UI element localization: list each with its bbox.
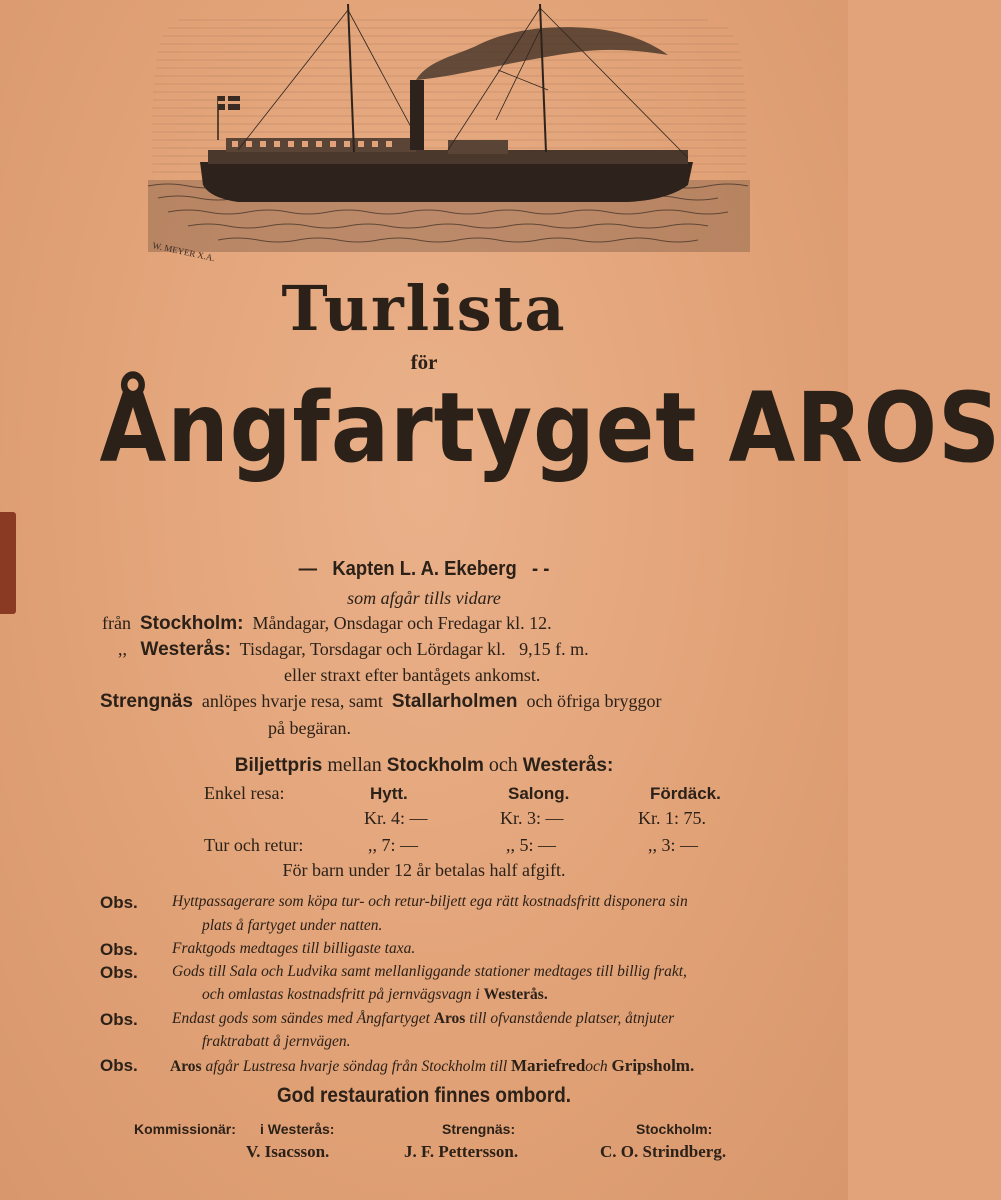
price-column-header: Fördäck. [650, 784, 721, 803]
westeras-days: Tisdagar, Torsdagar och Lördagar kl. [239, 639, 506, 659]
note-text-part: Endast gods som sändes med Ångfartyget [172, 1010, 430, 1027]
from-word: från [102, 613, 131, 633]
captain-dash-right: - - [532, 558, 550, 580]
price-cell: Kr. 3: — [500, 808, 564, 828]
captain-dash-left: — [298, 558, 317, 580]
note-text: Fraktgods medtages till billigaste taxa. [172, 940, 416, 957]
note-text-part: afgår Lustresa hvarje söndag från Stockholm till [205, 1058, 508, 1075]
restaurant-notice: God restauration finnes ombord. [276, 1084, 572, 1107]
price-cell: ,, 5: — [506, 835, 557, 855]
note-ship-name: Aros [170, 1058, 202, 1075]
price-cell: Kr. 1: 75. [638, 808, 707, 828]
commissioner-strengnas-name: J. F. Pettersson. [404, 1142, 519, 1161]
note-text [172, 1010, 674, 1028]
strengnas-line [100, 691, 800, 713]
strengnas-place: Strengnäs [100, 691, 193, 712]
ship-name-heading: Ångfartyget AROS [99, 372, 1001, 484]
note-place: Westerås. [483, 986, 548, 1003]
note-place: Mariefred [511, 1056, 586, 1075]
note-label: Obs. [100, 1056, 138, 1075]
note-text: plats å fartyget under natten. [202, 917, 383, 934]
note-text-part: till ofvanstående platser, åtnjuter [469, 1010, 675, 1027]
commissioner-strengnas-label: Strengnäs: [442, 1121, 516, 1137]
note-label: Obs. [100, 1010, 138, 1029]
return-trip-label: Tur och retur: [204, 835, 304, 855]
commissioner-stockholm-label: Stockholm: [636, 1121, 713, 1137]
note-place: Gripsholm. [611, 1056, 695, 1075]
note-ship-name: Aros [433, 1010, 466, 1027]
children-price-note: För barn under 12 år betalas half afgift. [282, 860, 566, 880]
commissioner-westeras-label: i Westerås: [260, 1121, 335, 1137]
price-heading-word: och [488, 754, 518, 776]
price-heading [0, 754, 848, 777]
engraver-signature: W. MEYER X.A. [151, 240, 216, 264]
price-cell: ,, 7: — [368, 835, 419, 855]
stallarholmen-place: Stallarholmen [391, 691, 518, 712]
note-label: Obs. [100, 940, 138, 959]
stockholm-days: Måndagar, Onsdagar och Fredagar kl. 12. [252, 613, 552, 633]
price-cell: Kr. 4: — [364, 808, 428, 828]
commissioner-label: Kommissionär: [134, 1121, 236, 1137]
poster-title: Turlista [281, 272, 567, 345]
note-text [202, 986, 548, 1004]
stockholm-line [102, 613, 552, 635]
strengnas-note: på begäran. [268, 718, 351, 738]
westeras-note: eller straxt efter bantågets ankomst. [284, 665, 541, 685]
price-heading-word: Biljettpris [234, 755, 323, 776]
captain-name: Kapten L. A. Ekeberg [332, 558, 517, 580]
steamship-illustration [148, 0, 750, 262]
price-heading-place: Westerås: [522, 755, 614, 776]
strengnas-text-2: och öfriga bryggor [526, 691, 662, 711]
note-label: Obs. [100, 963, 138, 982]
poster-subtitle: för [410, 350, 438, 374]
price-cell: ,, 3: — [648, 835, 699, 855]
strengnas-text: anlöpes hvarje resa, samt [201, 691, 383, 711]
captain-line [34, 558, 814, 581]
ship-funnel [410, 80, 424, 150]
commissioner-westeras-name: V. Isacsson. [246, 1142, 330, 1161]
price-heading-place: Stockholm [386, 755, 484, 776]
ditto-mark: ,, [118, 639, 127, 659]
note-text [170, 1056, 694, 1076]
price-heading-word: mellan [327, 754, 382, 776]
note-text-part: och omlastas kostnadsfritt på jernvägsvagn i [202, 986, 480, 1003]
westeras-place: Westerås: [140, 639, 231, 660]
ship-hull [200, 162, 693, 202]
note-text-part: och [585, 1058, 608, 1075]
westeras-line [118, 639, 589, 661]
stockholm-place: Stockholm: [139, 613, 244, 634]
single-trip-label: Enkel resa: [204, 783, 285, 803]
price-column-header: Hytt. [370, 784, 408, 803]
note-text: Gods till Sala och Ludvika samt mellanliggande stationer medtages till billig frakt, [172, 963, 687, 980]
note-text: fraktrabatt å jernvägen. [202, 1033, 351, 1050]
schedule-intro: som afgår tills vidare [347, 588, 501, 608]
note-text: Hyttpassagerare som köpa tur- och retur-biljett ega rätt kostnadsfritt disponera sin [172, 893, 688, 910]
note-label: Obs. [100, 893, 138, 912]
price-column-header: Salong. [508, 784, 570, 803]
commissioner-stockholm-name: C. O. Strindberg. [600, 1142, 727, 1161]
westeras-time: 9,15 f. m. [519, 639, 589, 659]
steamship-engraving [148, 0, 750, 262]
